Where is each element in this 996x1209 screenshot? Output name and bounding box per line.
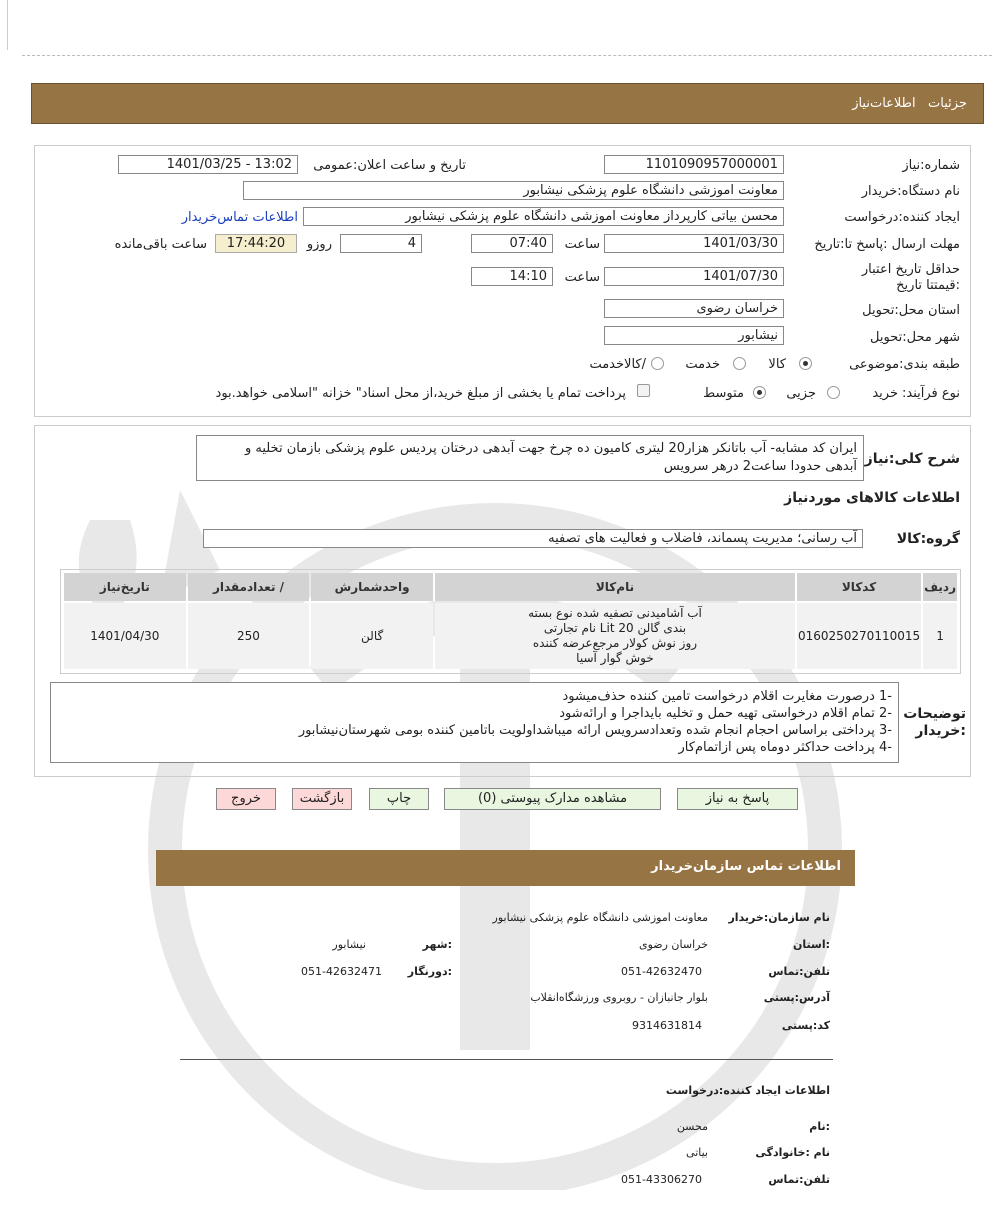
requester-name-value: محسن	[676, 1120, 708, 1133]
validity-date-field: 1401/07/30	[604, 267, 784, 286]
items-table-header	[64, 573, 957, 601]
top-divider	[22, 55, 992, 56]
cell-qty: 250	[188, 603, 310, 669]
contact-address-value: بلوار جانبازان - روبروی ورزشگاه‌انقلاب	[530, 991, 708, 1004]
process-radio-medium[interactable]	[753, 386, 766, 399]
category-label: طبقه بندی:موضوعی	[849, 357, 960, 372]
cell-name-line: روز نوش کولار مرجع‌عرضه کننده	[532, 636, 698, 650]
contact-postal-label: کد:پستی	[781, 1019, 830, 1032]
remaining-time-box: 17:44:20	[215, 234, 297, 253]
contact-header-title: اطلاعات تماس سازمان‌خریدار	[651, 859, 841, 874]
tab-need-info[interactable]: اطلاعات‌نیاز	[852, 96, 916, 111]
creator-field: محسن بیاتی کارپرداز معاونت اموزشی دانشگاه علوم پزشکی نیشابور	[303, 207, 784, 226]
need-number-field: 1101090957000001	[604, 155, 784, 174]
col-unit: واحدشمارش	[311, 573, 433, 601]
validity-time-field: 14:10	[471, 267, 553, 286]
process-radio-minor[interactable]	[827, 386, 840, 399]
goods-group-field: آب رسانی؛ مدیریت پسماند، فاضلاب و فعالیت های تصفیه	[203, 529, 863, 548]
contact-city-value: نیشابور	[332, 938, 366, 951]
buyer-note-line: -1 درصورت مغایرت اقلام درخواست تامین کننده حذف‌میشود	[562, 689, 892, 704]
requester-family-value: بیاتی	[686, 1146, 708, 1159]
cell-unit: گالن	[311, 603, 433, 669]
validity-time-label: ساعت	[564, 270, 600, 285]
city-label: شهر محل:تحویل	[870, 330, 960, 345]
announce-label: تاریخ و ساعت اعلان:عمومی	[313, 158, 466, 173]
attachments-button[interactable]: مشاهده مدارک پیوستی (0)	[444, 788, 661, 810]
announce-field: 1401/03/25 - 13:02	[118, 155, 298, 174]
print-button[interactable]: چاپ	[369, 788, 429, 810]
category-radio-goods-service[interactable]	[651, 357, 664, 370]
cell-date: 1401/04/30	[64, 603, 186, 669]
contact-divider	[180, 1059, 833, 1060]
tab-details[interactable]: جزئیات	[928, 96, 967, 111]
cell-name-line: آب آشامیدنی تصفیه شده نوع بسته	[528, 606, 702, 620]
buyer-org-field: معاونت اموزشی دانشگاه علوم پزشکی نیشابور	[243, 181, 784, 200]
table-row	[64, 603, 957, 669]
province-field: خراسان رضوی	[604, 299, 784, 318]
contact-org-label: نام سازمان:خریدار	[728, 911, 830, 924]
contact-postal-value: 9314631814	[632, 1019, 702, 1032]
creator-label: ایجاد کننده:درخواست	[844, 210, 960, 225]
remaining-label: ساعت باقی‌مانده	[114, 237, 207, 252]
process-label: نوع فرآیند:	[902, 386, 960, 401]
cell-name-line: بندی گالن 20 Lit نام تجارتی	[543, 621, 687, 635]
cell-name	[435, 603, 795, 669]
process-buy: خرید	[872, 386, 898, 401]
contact-phone-label: تلفن:تماس	[768, 965, 830, 978]
process-option-minor: جزیی	[786, 386, 816, 401]
contact-fax-label: :دورنگار	[407, 965, 452, 978]
goods-group-label: گروه:کالا	[896, 531, 960, 547]
deadline-date-field: 1401/03/30	[604, 234, 784, 253]
contact-city-label: :شهر	[422, 938, 452, 951]
province-label: استان محل:تحویل	[862, 303, 960, 318]
contact-province-label: :استان	[793, 938, 830, 951]
tabs-title	[852, 96, 967, 111]
description-label: شرح کلی:نیاز	[864, 451, 960, 467]
col-qty: / تعدادمقدار	[188, 573, 310, 601]
deadline-time-field: 07:40	[471, 234, 553, 253]
contact-fax-value: 051-42632471	[301, 965, 382, 978]
col-row: ردیف	[923, 573, 957, 601]
buyer-notes-label: توضیحات :خریدار	[903, 706, 966, 739]
category-radio-service[interactable]	[733, 357, 746, 370]
exit-button[interactable]: خروج	[216, 788, 276, 810]
buyer-org-label: نام دستگاه:خریدار	[861, 184, 960, 199]
buyer-note-line: -3 پرداختی براساس احجام انجام شده وتعدادسرویس ارائه میباشداولویت باتامین کننده بومی شهرستان‌نیشابور	[298, 723, 892, 738]
top-tabbar	[31, 83, 984, 124]
buyer-notes-box	[50, 682, 899, 763]
description-line-1: ایران کد مشابه- آب باتانکر هزار20 لیتری کامیون ده چرخ جهت آبدهی درختان پردیس علوم پزشکی بازمان تخلیه و	[244, 441, 857, 456]
validity-label: حداقل تاریخ اعتبار :قیمتتا تاریخ	[861, 262, 960, 293]
description-line-2: آبدهی حدودا ساعت2 درهر سرویس	[663, 459, 857, 474]
requester-name-label: :نام	[809, 1120, 830, 1133]
category-radio-goods[interactable]	[799, 357, 812, 370]
category-option-goods: کالا	[768, 357, 786, 372]
contact-header-bar	[156, 850, 855, 886]
buyer-note-line: -2 تمام اقلام درخواستی تهیه حمل و تخلیه بایداجرا و ارائه‌شود	[559, 706, 892, 721]
goods-info-title: اطلاعات کالاهای موردنیاز	[784, 490, 960, 506]
days-label: روزو	[306, 237, 332, 252]
col-date: تاریخ‌نیاز	[64, 573, 186, 601]
treasury-payment-note: پرداخت تمام یا بخشی از مبلغ خرید،از محل اسناد" خزانه "اسلامی خواهد.بود	[215, 386, 626, 401]
category-option-goods-service: /کالاخدمت	[589, 357, 646, 372]
contact-phone-value: 051-42632470	[621, 965, 702, 978]
col-name: نام‌کالا	[435, 573, 795, 601]
deadline-label: مهلت ارسال :پاسخ تا:تاریخ	[814, 237, 960, 252]
city-field: نیشابور	[604, 326, 784, 345]
requester-title: اطلاعات ایجاد کننده:درخواست	[665, 1084, 830, 1097]
contact-org-value: معاونت اموزشی دانشگاه علوم پزشکی نیشابور	[492, 911, 708, 924]
description-box	[196, 435, 864, 481]
buyer-note-line: -4 پرداخت حداکثر دوماه پس ازاتمام‌کار	[678, 740, 892, 755]
deadline-time-label: ساعت	[564, 237, 600, 252]
left-border	[7, 0, 8, 50]
contact-address-label: آدرس:پستی	[763, 991, 830, 1004]
requester-family-label: نام :خانوادگی	[755, 1146, 830, 1159]
requester-phone-value: 051-43306270	[621, 1173, 702, 1186]
cell-code: 0160250270110015	[797, 603, 921, 669]
requester-phone-label: تلفن:تماس	[768, 1173, 830, 1186]
back-button[interactable]: بازگشت	[292, 788, 352, 810]
days-field: 4	[340, 234, 422, 253]
category-option-service: خدمت	[685, 357, 720, 372]
cell-name-line: خوش گوار آسیا	[576, 651, 654, 665]
items-table	[62, 571, 959, 671]
col-code: کدکالا	[797, 573, 921, 601]
reply-button[interactable]: پاسخ به نیاز	[677, 788, 798, 810]
buyer-contact-link[interactable]: اطلاعات تماس‌خریدار	[181, 210, 298, 225]
cell-row: 1	[923, 603, 957, 669]
contact-province-value: خراسان رضوی	[638, 938, 708, 951]
treasury-payment-checkbox[interactable]	[637, 384, 650, 397]
need-number-label: شماره:نیاز	[902, 158, 960, 173]
process-option-medium: متوسط	[703, 386, 744, 401]
